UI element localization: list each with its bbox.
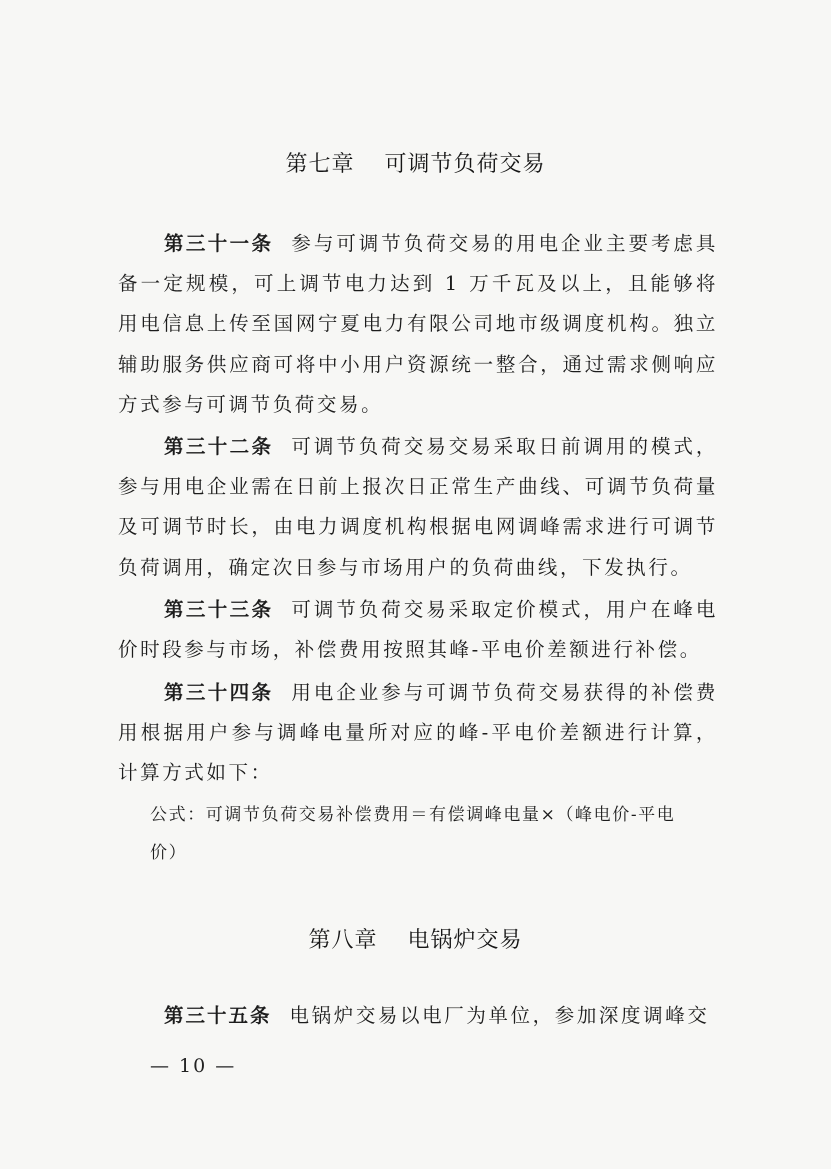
article-33-label: 第三十三条 — [164, 598, 274, 621]
chapter-8-heading — [0, 923, 831, 954]
article-31 — [118, 224, 718, 425]
formula-line-2: 价） — [150, 843, 188, 863]
chapter-7-heading — [0, 147, 831, 178]
article-31-text: 参与可调节负荷交易的用电企业主要考虑具备一定规模，可上调节电力达到 1 万千瓦及以上，且能够将用电信息上传至国网宁夏电力有限公司地市级调度机构。独立辅助服务供应商可将中小用户资源统一整合，通过需求侧响应方式参与可调节负荷交易。 — [118, 232, 718, 416]
article-31-label: 第三十一条 — [164, 232, 274, 255]
article-34-label: 第三十四条 — [164, 681, 274, 704]
article-32-text: 可调节负荷交易交易采取日前调用的模式，参与用电企业需在日前上报次日正常生产曲线、可调节负荷量及可调节时长，由电力调度机构根据电网调峰需求进行可调节负荷调用，确定次日参与市场用户的负荷曲线，下发执行。 — [118, 435, 718, 579]
chapter-7-number: 第七章 — [285, 152, 355, 177]
page-number: — 10 — — [150, 1055, 237, 1077]
formula-line-1: 公式：可调节负荷交易补偿费用＝有偿调峰电量×（峰电价-平电 — [150, 805, 676, 825]
article-35-text: 电锅炉交易以电厂为单位，参加深度调峰交 — [289, 1004, 710, 1027]
article-33-text: 可调节负荷交易采取定价模式，用户在峰电价时段参与市场，补偿费用按照其峰-平电价差额进行补偿。 — [118, 598, 718, 662]
article-35-label: 第三十五条 — [164, 1004, 272, 1027]
article-33 — [118, 590, 718, 670]
article-32 — [118, 427, 718, 588]
chapter-8-title: 电锅炉交易 — [407, 928, 523, 953]
article-34 — [118, 673, 718, 794]
chapter-8-number: 第八章 — [308, 928, 378, 953]
article-35 — [118, 996, 718, 1036]
chapter-7-title: 可调节负荷交易 — [384, 152, 546, 177]
article-32-label: 第三十二条 — [164, 435, 274, 458]
article-34-text: 用电企业参与可调节负荷交易获得的补偿费用根据用户参与调峰电量所对应的峰-平电价差额进行计算，计算方式如下： — [118, 681, 718, 785]
